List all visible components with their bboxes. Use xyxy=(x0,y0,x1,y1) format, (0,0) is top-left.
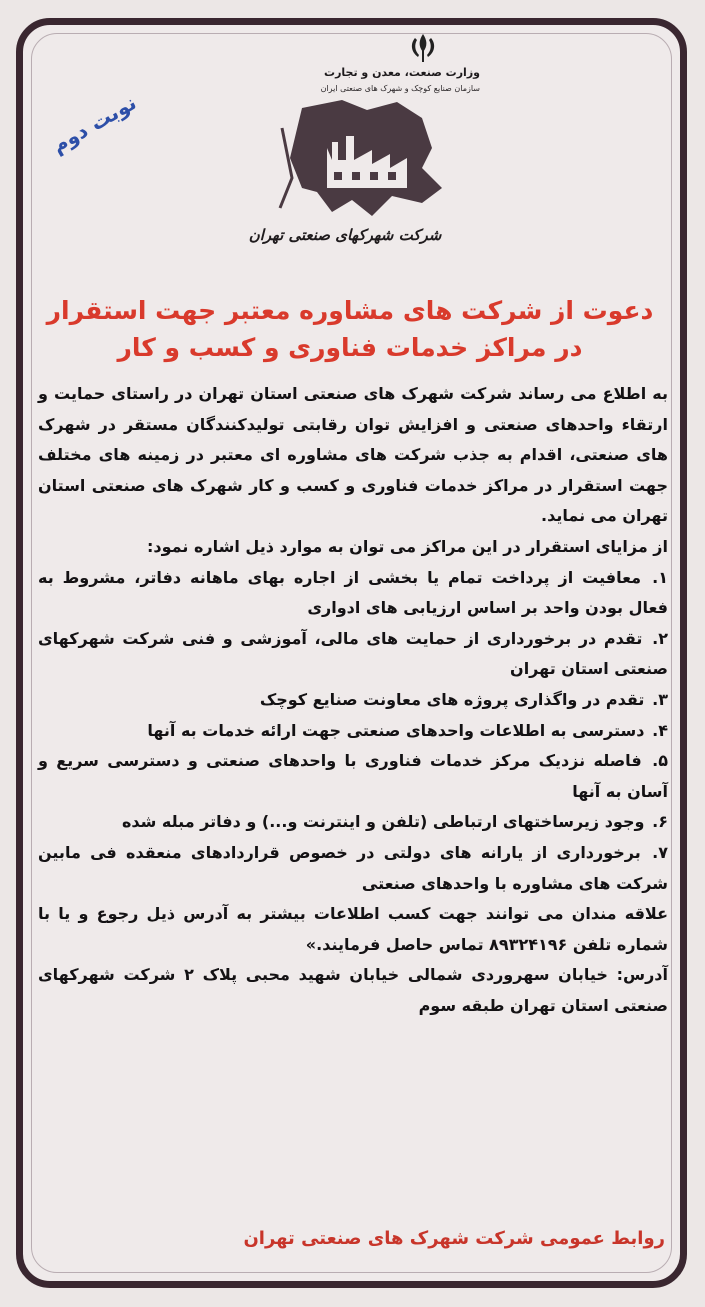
list-item-text: معافیت از پرداخت تمام یا بخشی از اجاره بهای ماهانه دفاتر، مشروط به فعال بودن واحد بر اساس ارزیابی های ادواری xyxy=(38,567,668,618)
list-item-number: ۳. xyxy=(652,689,668,709)
benefits-intro: از مزایای استقرار در این مراکز می توان به موارد ذیل اشاره نمود: xyxy=(147,536,668,556)
list-item-text: تقدم در برخورداری از حمایت های مالی، آموزشی و فنی شرکت شهرکهای صنعتی استان تهران xyxy=(38,628,668,679)
list-item-number: ۱. xyxy=(652,567,668,587)
list-item xyxy=(38,746,668,807)
contact-note: علاقه مندان می توانند جهت کسب اطلاعات بیشتر به آدرس ذیل رجوع و یا با شماره تلفن ۸۹۳۲۴۱۹۶ تماس حاصل فرمایند.» xyxy=(38,904,668,954)
list-item xyxy=(38,838,668,899)
intro-paragraph: به اطلاع می رساند شرکت شهرک های صنعتی استان تهران در راستای حمایت و ارتقاء واحدهای صنعتی و افزایش توان رقابتی تولیدکنندگان مستقر در شهرک های صنعتی، اقدام به جذب شرکت های مشاوره ای معتبر در زمینه های مختلف جهت استقرار در مراکز خدمات فناوری و کسب و کار شهرک های صنعتی استان تهران می نماید. xyxy=(38,384,668,526)
list-item-number: ۵. xyxy=(652,751,668,771)
notice-body xyxy=(38,379,668,1021)
list-item-number: ۷. xyxy=(652,842,668,862)
organization-name: سازمان صنایع کوچک و شهرک های صنعتی ایران xyxy=(320,84,480,93)
list-item-text: برخورداری از یارانه های دولتی در خصوص قراردادهای منعقده فی مابین شرکت های مشاوره با واحدهای صنعتی xyxy=(38,842,668,893)
logo-caption: شرکت شهرکهای صنعتی تهران xyxy=(248,226,442,244)
title-line-2: در مراکز خدمات فناوری و کسب و کار xyxy=(117,333,583,362)
list-item xyxy=(38,716,668,747)
list-item xyxy=(38,685,668,716)
list-item-number: ۶. xyxy=(652,812,668,832)
ministry-name: وزارت صنعت، معدن و تجارت xyxy=(324,66,480,79)
iran-emblem-icon xyxy=(406,32,440,64)
list-item xyxy=(38,624,668,685)
list-item xyxy=(38,807,668,838)
list-item-text: فاصله نزدیک مرکز خدمات فناوری با واحدهای صنعتی و دسترسی سریع و آسان به آنها xyxy=(38,751,668,801)
industrial-parks-logo-icon xyxy=(272,88,447,228)
title-line-1: دعوت از شرکت های مشاوره معتبر جهت استقرار xyxy=(46,296,654,325)
list-item xyxy=(38,563,668,624)
address: آدرس: خیابان سهروردی شمالی خیابان شهید محبی پلاک ۲ شرکت شهرکهای صنعتی استان تهران طبقه سوم xyxy=(38,965,669,1015)
list-item-number: ۲. xyxy=(652,628,668,648)
second-round-stamp: نوبت دوم xyxy=(47,90,141,158)
notice-title xyxy=(40,292,660,366)
list-item-text: وجود زیرساختهای ارتباطی (تلفن و اینترنت و...) و دفاتر مبله شده xyxy=(121,812,645,832)
list-item-text: تقدم در واگذاری پروژه های معاونت صنایع کوچک xyxy=(259,689,645,709)
public-relations-signature: روابط عمومی شرکت شهرک های صنعتی تهران xyxy=(243,1228,665,1249)
list-item-text: دسترسی به اطلاعات واحدهای صنعتی جهت ارائه خدمات به آنها xyxy=(147,720,645,740)
list-item-number: ۴. xyxy=(652,720,668,740)
